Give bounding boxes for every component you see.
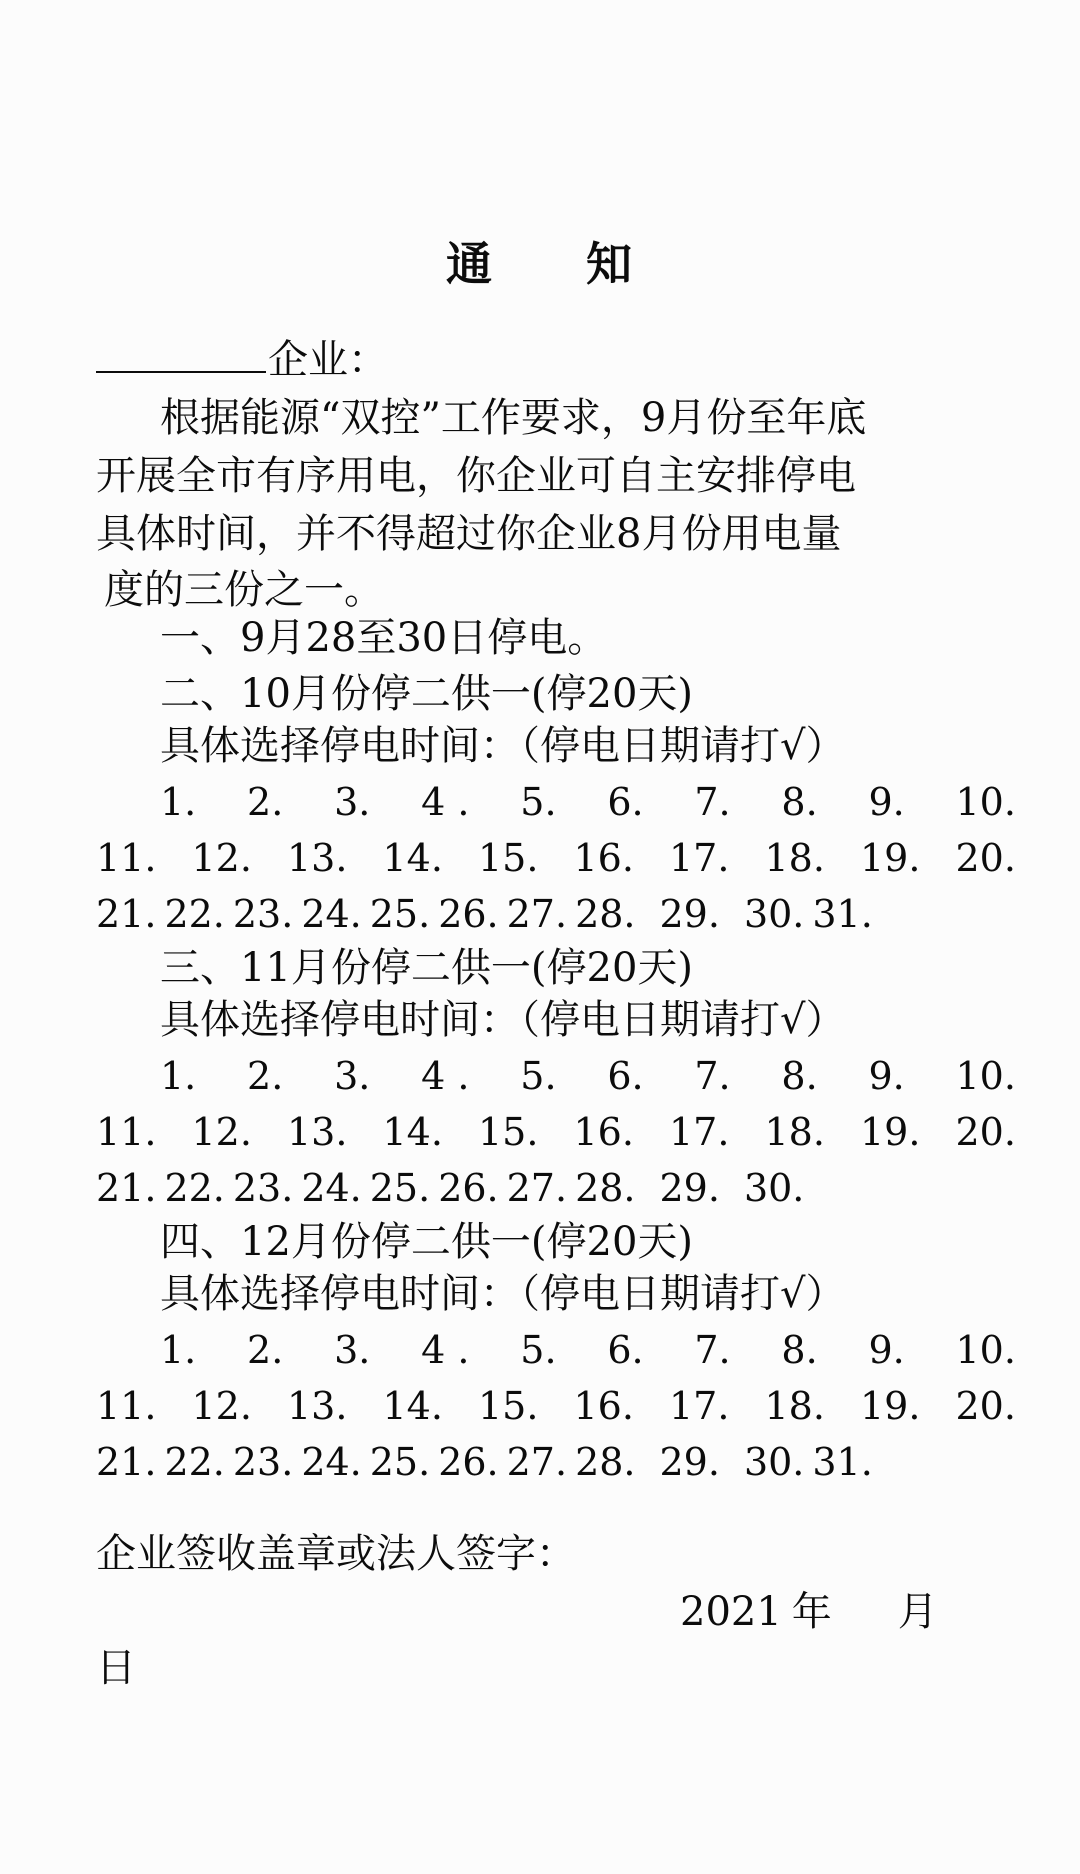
date-row <box>96 1048 1016 1104</box>
section-2-heading: 二、10月份停二供一(停20天) <box>160 671 694 717</box>
date-option[interactable]: 28. <box>575 892 636 936</box>
date-option[interactable]: 2. <box>247 1328 284 1372</box>
date-row <box>96 1434 1016 1490</box>
date-line <box>680 1588 938 1636</box>
date-option[interactable]: 30. <box>743 892 805 936</box>
date-option[interactable]: 8. <box>781 1054 818 1098</box>
date-option[interactable]: 17. <box>669 836 730 880</box>
addressee-blank[interactable] <box>96 341 266 373</box>
date-option[interactable]: 17. <box>669 1110 730 1154</box>
date-option[interactable]: 5. <box>520 1328 557 1372</box>
date-option[interactable]: 10. <box>955 1328 1016 1372</box>
date-option[interactable]: 24. <box>301 1440 362 1484</box>
date-option[interactable]: 14. <box>382 836 443 880</box>
date-option[interactable]: 22. <box>164 1440 225 1484</box>
date-option[interactable]: 25. <box>369 1440 431 1484</box>
date-option[interactable]: 23. <box>232 1166 294 1210</box>
date-option[interactable]: 23. <box>232 892 294 936</box>
date-option[interactable]: 24. <box>301 892 362 936</box>
december-date-grid <box>96 1322 1016 1490</box>
date-option[interactable]: 23. <box>232 1440 294 1484</box>
date-option[interactable]: 20. <box>955 1384 1016 1428</box>
date-option[interactable]: 29. <box>659 892 720 936</box>
date-option[interactable]: 21. <box>96 892 157 936</box>
date-option[interactable]: 2. <box>247 1054 284 1098</box>
date-option[interactable]: 29. <box>659 1166 720 1210</box>
document-title <box>0 228 1080 294</box>
date-option[interactable]: 18. <box>764 1384 825 1428</box>
date-option[interactable]: 3. <box>334 1328 371 1372</box>
section-4-instruction: 具体选择停电时间：（停电日期请打√） <box>160 1271 846 1317</box>
date-row <box>96 1322 1016 1378</box>
date-option[interactable]: 20. <box>955 836 1016 880</box>
date-option[interactable]: 5. <box>520 1054 557 1098</box>
date-option[interactable]: 19. <box>860 1384 921 1428</box>
date-option[interactable]: 16. <box>573 1384 634 1428</box>
date-option[interactable]: 19. <box>860 836 921 880</box>
date-option[interactable]: 4 . <box>421 1328 470 1372</box>
intro-line-4: 度的三份之一。 <box>104 567 384 613</box>
signature-label: 企业签收盖章或法人签字： <box>96 1531 576 1577</box>
section-2-instruction: 具体选择停电时间：（停电日期请打√） <box>160 723 846 769</box>
date-option[interactable]: 6. <box>607 1054 644 1098</box>
date-option[interactable]: 1. <box>160 1054 197 1098</box>
section-3-instruction: 具体选择停电时间：（停电日期请打√） <box>160 997 846 1043</box>
date-option[interactable]: 13. <box>287 836 348 880</box>
date-option[interactable]: 17. <box>669 1384 730 1428</box>
title-char-2: 知 <box>586 237 634 291</box>
date-option[interactable]: 13. <box>287 1110 348 1154</box>
date-option[interactable]: 25. <box>369 1166 431 1210</box>
date-option[interactable]: 21. <box>96 1440 157 1484</box>
date-option[interactable]: 4 . <box>421 1054 470 1098</box>
date-option[interactable]: 9. <box>868 780 905 824</box>
date-option[interactable]: 1. <box>160 780 197 824</box>
date-option[interactable]: 22. <box>164 892 225 936</box>
date-option[interactable]: 18. <box>764 1110 825 1154</box>
date-option[interactable]: 30. <box>743 1440 805 1484</box>
date-option[interactable]: 1. <box>160 1328 197 1372</box>
date-row <box>96 886 1016 942</box>
date-option[interactable]: 16. <box>573 836 634 880</box>
date-option[interactable]: 6. <box>607 1328 644 1372</box>
date-option[interactable]: 10. <box>955 780 1016 824</box>
date-year-unit: 年 <box>791 1589 832 1635</box>
date-year: 2021 <box>680 1589 782 1635</box>
date-option[interactable]: 28. <box>575 1440 636 1484</box>
date-option[interactable]: 27. <box>506 1166 568 1210</box>
date-option[interactable]: 7. <box>694 1054 731 1098</box>
date-row <box>96 1160 1016 1216</box>
date-row <box>96 830 1016 886</box>
date-option[interactable]: 20. <box>955 1110 1016 1154</box>
intro-line-2: 开展全市有序用电，你企业可自主安排停电 <box>96 453 856 499</box>
date-option[interactable]: 28. <box>575 1166 636 1210</box>
date-month-unit: 月 <box>897 1589 938 1635</box>
date-option[interactable]: 18. <box>764 836 825 880</box>
date-option[interactable]: 13. <box>287 1384 348 1428</box>
date-option[interactable]: 24. <box>301 1166 362 1210</box>
date-option[interactable]: 19. <box>860 1110 921 1154</box>
date-option[interactable]: 30. <box>743 1166 805 1210</box>
date-option[interactable]: 26. <box>438 1166 499 1210</box>
intro-line-3: 具体时间，并不得超过你企业8月份用电量 <box>96 511 842 557</box>
date-option[interactable]: 29. <box>659 1440 720 1484</box>
section-4-heading: 四、12月份停二供一(停20天) <box>160 1219 694 1265</box>
date-option[interactable]: 11. <box>96 1384 157 1428</box>
date-option[interactable]: 26. <box>438 892 499 936</box>
date-option[interactable]: 14. <box>382 1110 443 1154</box>
section-3-heading: 三、11月份停二供一(停20天) <box>160 945 694 991</box>
title-char-1: 通 <box>446 237 494 291</box>
date-option[interactable]: 9. <box>868 1328 905 1372</box>
date-option[interactable]: 11. <box>96 1110 157 1154</box>
date-day-unit: 日 <box>96 1645 136 1691</box>
date-option[interactable]: 15. <box>478 836 539 880</box>
date-option[interactable]: 15. <box>478 1384 539 1428</box>
date-option[interactable]: 7. <box>694 1328 731 1372</box>
intro-line-1: 根据能源“双控”工作要求，9月份至年底 <box>160 395 867 441</box>
date-option[interactable]: 16. <box>573 1110 634 1154</box>
date-option[interactable]: 6. <box>607 780 644 824</box>
date-option[interactable]: 11. <box>96 836 157 880</box>
date-row <box>96 1378 1016 1434</box>
date-option[interactable]: 22. <box>164 1166 225 1210</box>
october-date-grid <box>96 774 1016 942</box>
date-option[interactable]: 5. <box>520 780 557 824</box>
date-option[interactable]: 3. <box>334 1054 371 1098</box>
date-option[interactable]: 15. <box>478 1110 539 1154</box>
date-option[interactable]: 7. <box>694 780 731 824</box>
date-option[interactable]: 14. <box>382 1384 443 1428</box>
section-1-heading: 一、9月28至30日停电。 <box>160 615 608 661</box>
date-option[interactable]: 12. <box>191 1110 252 1154</box>
addressee-suffix: 企业： <box>268 337 388 383</box>
date-option[interactable]: 31. <box>812 1440 873 1484</box>
date-option[interactable]: 3. <box>334 780 371 824</box>
date-row <box>96 774 1016 830</box>
date-option[interactable]: 4 . <box>421 780 470 824</box>
date-option[interactable]: 26. <box>438 1440 499 1484</box>
date-option[interactable]: 27. <box>506 892 568 936</box>
date-option[interactable]: 25. <box>369 892 431 936</box>
date-option[interactable]: 12. <box>191 836 252 880</box>
date-row <box>96 1104 1016 1160</box>
date-option[interactable]: 21. <box>96 1166 157 1210</box>
november-date-grid <box>96 1048 1016 1216</box>
date-option[interactable]: 9. <box>868 1054 905 1098</box>
addressee-line <box>96 336 388 384</box>
date-option[interactable]: 10. <box>955 1054 1016 1098</box>
date-option[interactable]: 12. <box>191 1384 252 1428</box>
date-option[interactable]: 8. <box>781 1328 818 1372</box>
date-option[interactable]: 8. <box>781 780 818 824</box>
date-option[interactable]: 2. <box>247 780 284 824</box>
date-option[interactable]: 27. <box>506 1440 568 1484</box>
date-option[interactable]: 31. <box>812 892 873 936</box>
